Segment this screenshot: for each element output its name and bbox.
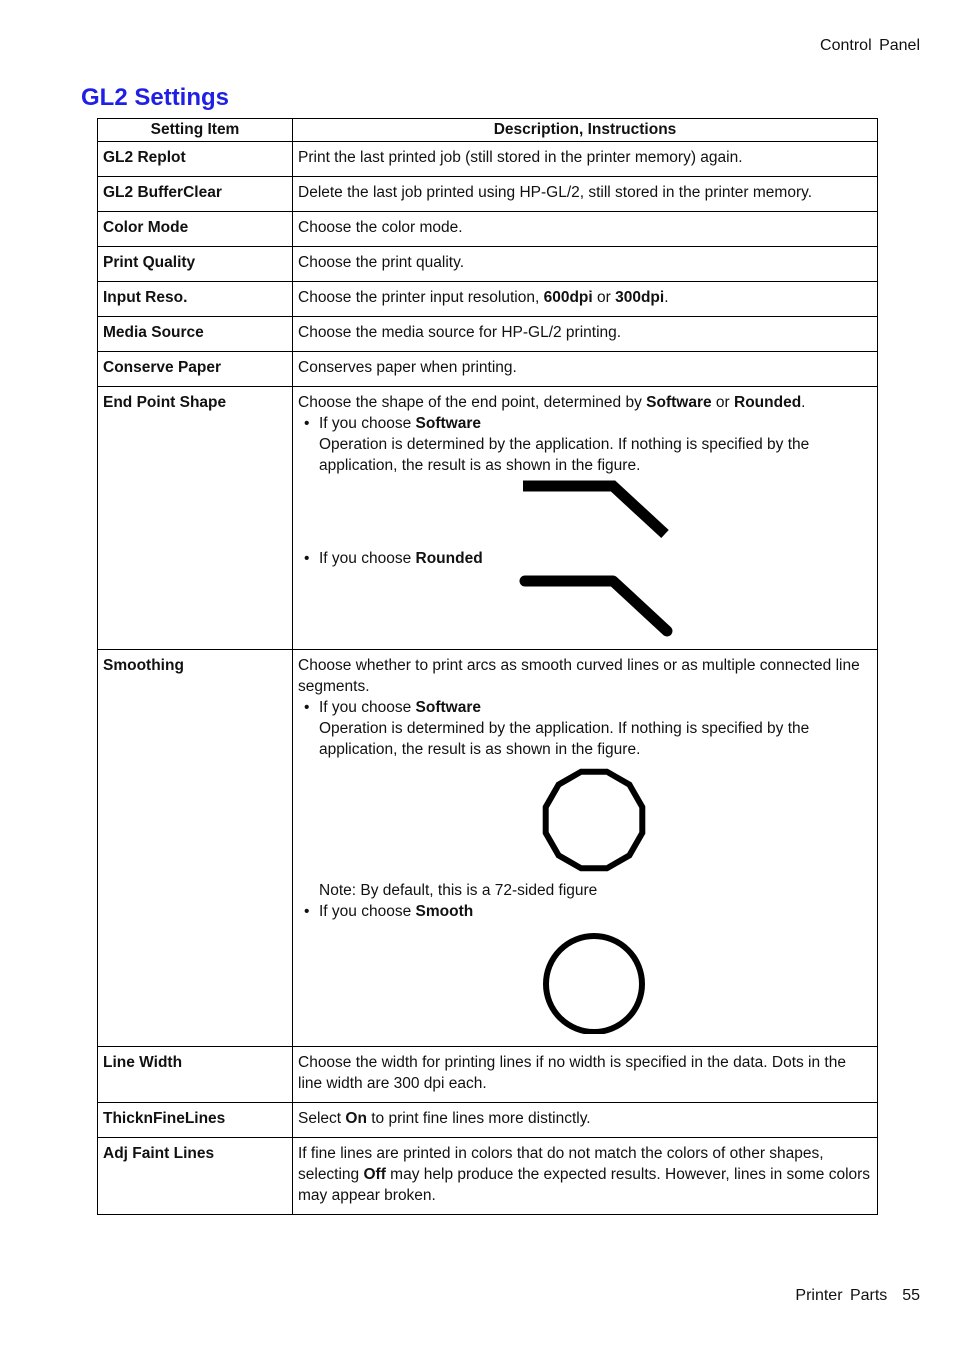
bullet-option: Software (415, 415, 481, 432)
table-row (98, 387, 878, 650)
bullet-option: Software (415, 699, 481, 716)
page-footer (795, 1287, 920, 1305)
desc-text: Choose the shape of the end point, determined by (298, 394, 647, 411)
table-row (98, 1138, 878, 1215)
setting-name: Media Source (98, 317, 293, 352)
setting-description: Print the last printed job (still stored in the printer memory) again. (293, 142, 878, 177)
bullet-software (298, 697, 872, 718)
desc-text: to print fine lines more distinctly. (366, 1110, 591, 1127)
bullet-option: Rounded (415, 550, 483, 567)
polygon-figure (298, 760, 872, 880)
desc-text: . (801, 394, 806, 411)
bullet-text: If you choose (319, 550, 416, 567)
setting-description: Delete the last job printed using HP-GL/2, still stored in the printer memory. (293, 177, 878, 212)
header-setting-item: Setting Item (98, 119, 293, 142)
setting-name: Color Mode (98, 212, 293, 247)
polygon-note: Note: By default, this is a 72-sided figure (319, 882, 598, 899)
table-row (98, 352, 878, 387)
setting-name: Line Width (98, 1047, 293, 1103)
setting-description: Conserves paper when printing. (293, 352, 878, 387)
setting-description (293, 1138, 878, 1215)
settings-table (97, 118, 878, 1215)
bullet-smooth (298, 901, 872, 922)
setting-name: ThicknFineLines (98, 1103, 293, 1138)
desc-text: or (711, 394, 735, 411)
setting-description (293, 387, 878, 650)
option-600dpi: 600dpi (543, 289, 593, 306)
setting-name: Input Reso. (98, 282, 293, 317)
desc-text: or (592, 289, 616, 306)
desc-text: If fine lines are printed in colors that do not match the colors of other shapes, selecting (298, 1145, 824, 1183)
setting-name: GL2 BufferClear (98, 177, 293, 212)
table-row (98, 177, 878, 212)
option-off: Off (363, 1166, 386, 1183)
running-header: Control Panel (820, 37, 920, 54)
footer-section: Printer Parts (795, 1287, 888, 1304)
table-row (98, 1103, 878, 1138)
setting-name: GL2 Replot (98, 142, 293, 177)
table-row (98, 142, 878, 177)
bullet-text: If you choose (319, 415, 416, 432)
table-row (98, 212, 878, 247)
setting-description: Choose the media source for HP-GL/2 printing. (293, 317, 878, 352)
desc-text: may help produce the expected results. However, lines in some colors may appear broken. (298, 1166, 871, 1204)
bullet-text: If you choose (319, 699, 416, 716)
setting-name: Print Quality (98, 247, 293, 282)
desc-text: Select (298, 1110, 346, 1127)
square-end-line-figure (298, 476, 872, 548)
bullet-explanation: Operation is determined by the application. If nothing is specified by the application, the result is as shown in the figure. (319, 436, 810, 474)
option-300dpi: 300dpi (615, 289, 665, 306)
desc-line: Choose whether to print arcs as smooth curved lines or as multiple connected line segments. (298, 657, 860, 695)
setting-description (293, 650, 878, 1047)
page-number: 55 (902, 1287, 920, 1304)
bullet-text: If you choose (319, 903, 416, 920)
bullet-explanation: Operation is determined by the application. If nothing is specified by the application, the result is as shown in the figure. (319, 720, 810, 758)
circle-figure (298, 922, 872, 1034)
setting-description: Choose the width for printing lines if no width is specified in the data. Dots in the line width are 300 dpi each. (293, 1047, 878, 1103)
setting-description (293, 282, 878, 317)
option-on: On (345, 1110, 367, 1127)
setting-name: End Point Shape (98, 387, 293, 650)
setting-name: Adj Faint Lines (98, 1138, 293, 1215)
table-row (98, 282, 878, 317)
option-rounded: Rounded (734, 394, 802, 411)
page-title: GL2 Settings (81, 84, 230, 111)
bullet-rounded (298, 548, 872, 569)
table-header-row (98, 119, 878, 142)
desc-line (298, 392, 872, 413)
rounded-end-line-figure (298, 569, 872, 639)
table-row (98, 650, 878, 1047)
bullet-software (298, 413, 872, 434)
header-description: Description, Instructions (293, 119, 878, 142)
table-row (98, 1047, 878, 1103)
setting-name: Smoothing (98, 650, 293, 1047)
setting-name: Conserve Paper (98, 352, 293, 387)
table-row (98, 317, 878, 352)
table-row (98, 247, 878, 282)
setting-description (293, 1103, 878, 1138)
setting-description: Choose the print quality. (293, 247, 878, 282)
option-software: Software (646, 394, 712, 411)
bullet-option: Smooth (415, 903, 474, 920)
desc-text: Choose the printer input resolution, (298, 289, 544, 306)
desc-text: . (664, 289, 669, 306)
setting-description: Choose the color mode. (293, 212, 878, 247)
